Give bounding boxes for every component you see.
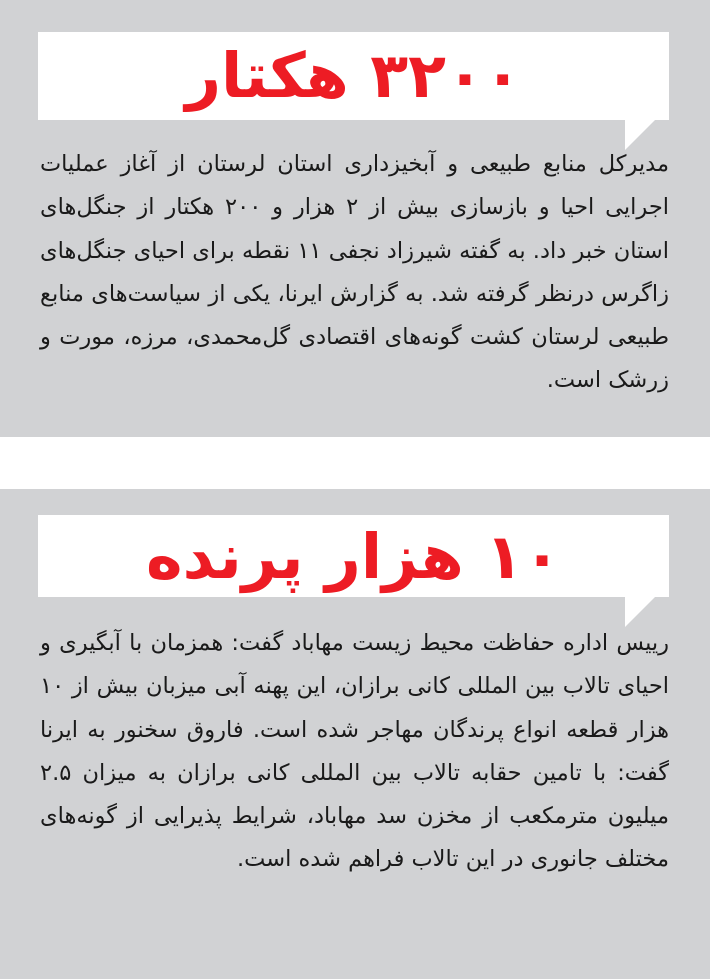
news-item-forest — [0, 0, 710, 437]
headline: ۳۲۰۰ هکتار — [185, 39, 522, 112]
headline-bubble: ۱۰ هزار پرنده — [38, 515, 669, 597]
news-item-birds — [0, 489, 710, 979]
headline-bubble — [38, 32, 669, 120]
article-body: مدیرکل منابع طبیعی و آبخیزداری استان لرستان از آغاز عملیات اجرایی احیا و بازسازی بیش از ۲ هزار و ۲۰۰ هکتار از جنگل‌های استان خبر داد. به گفته شیرزاد نجفی ۱۱ نقطه برای احیای جنگل‌های زاگرس درنظر گرفته شد. به گزارش ایرنا، یکی از سیاست‌های منابع طبیعی لرستان کشت گونه‌های اقتصادی گل‌محمدی، مرزه، مورت و زرشک است. — [40, 151, 670, 394]
article-body: رییس اداره حفاظت محیط زیست مهاباد گفت: همزمان با آبگیری و احیای تالاب بین المللی کانی برازان، این پهنه آبی میزبان بیش از ۱۰ هزار قطعه انواع پرندگان مهاجر شده است. فاروق سخنور به ایرنا گفت: با تامین حقابه تالاب بین المللی کانی برازان به میزان ۲.۵ میلیون مترمکعب از مخزن سد مهاباد، شرایط پذیرایی از گونه‌های مختلف جانوری در این تالاب فراهم شده است. — [40, 630, 669, 873]
